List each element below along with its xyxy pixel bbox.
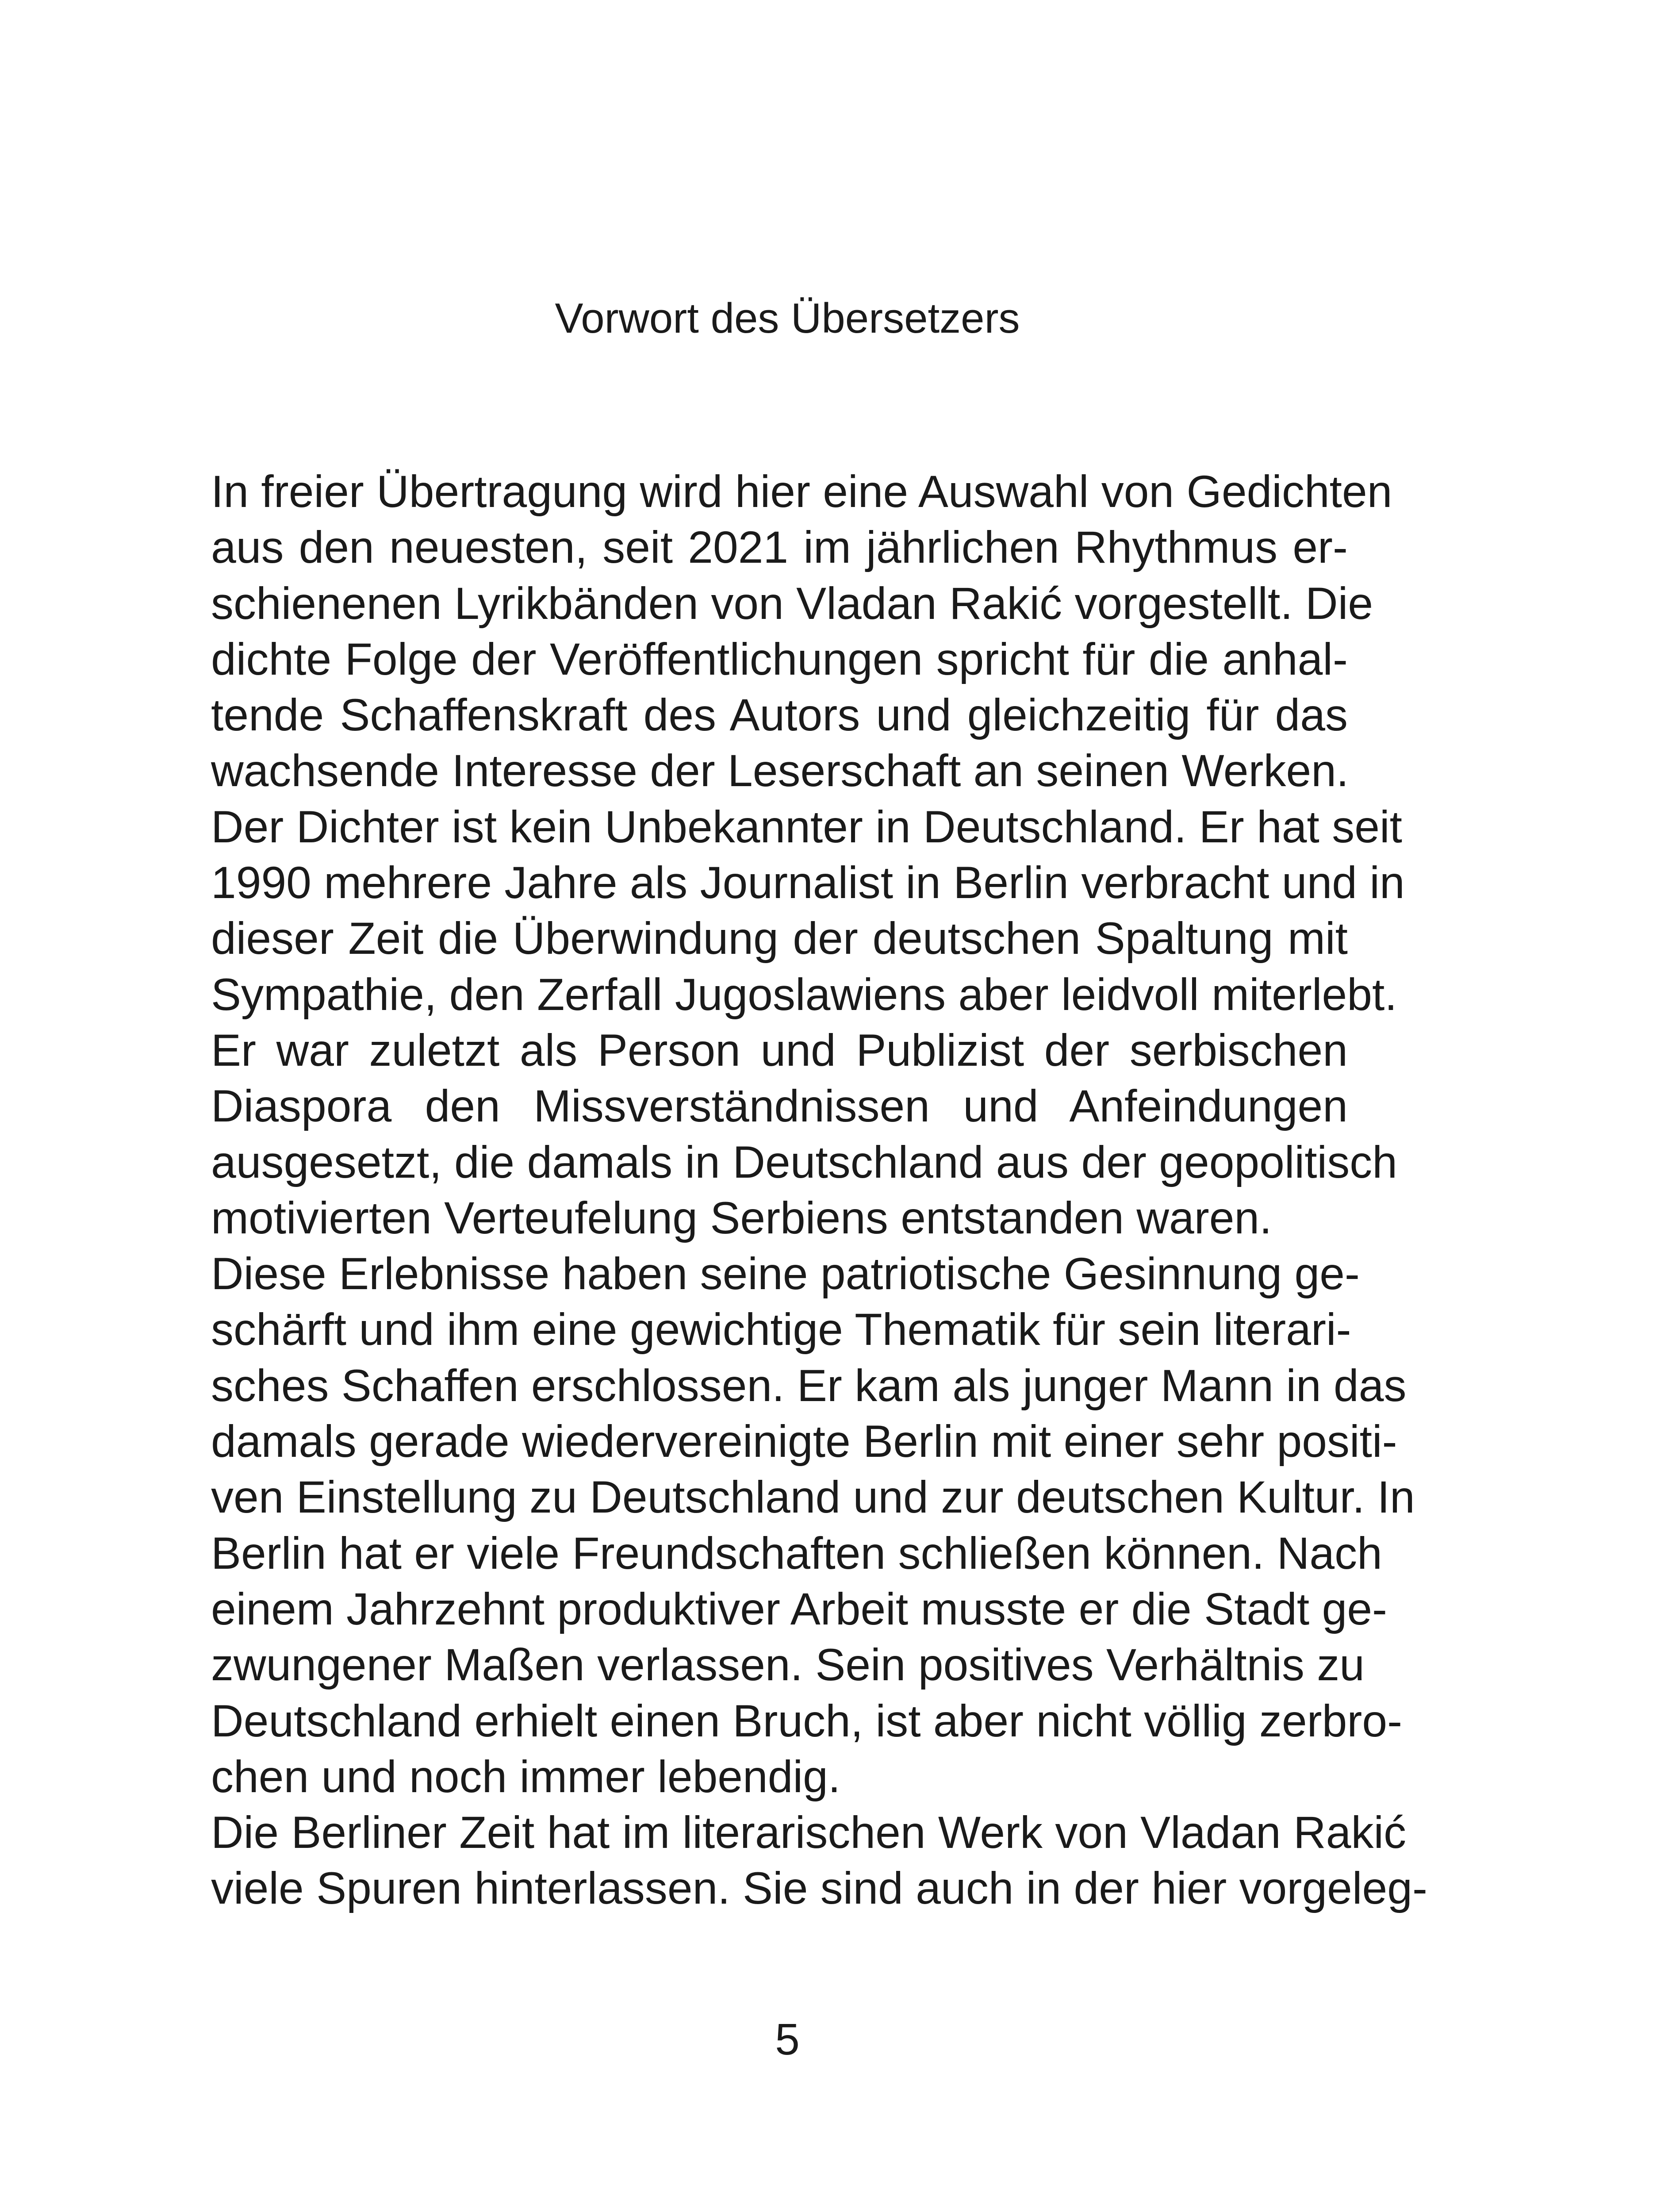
text-line: tende Schaffenskraft des Autors und gleichzeitig für das (211, 690, 1348, 741)
text-line: sches Schaffen erschlossen. Er kam als junger Mann in das (211, 1360, 1407, 1411)
body-text (211, 464, 1427, 1916)
text-line: Der Dichter ist kein Unbekannter in Deutschland. Er hat seit (211, 801, 1402, 852)
text-line: motivierten Verteufelung Serbiens entstanden waren. (211, 1192, 1272, 1243)
text-line: damals gerade wiedervereinigte Berlin mit einer sehr positi- (211, 1416, 1397, 1467)
text-line: Die Berliner Zeit hat im literarischen Werk von Vladan Rakić (211, 1807, 1407, 1858)
text-line: dieser Zeit die Überwindung der deutschen Spaltung mit (211, 913, 1348, 964)
text-line: ausgesetzt, die damals in Deutschland aus der geopolitisch (211, 1137, 1397, 1187)
text-line: In freier Übertragung wird hier eine Auswahl von Gedichten (211, 466, 1392, 517)
text-line: Berlin hat er viele Freundschaften schließen können. Nach (211, 1528, 1382, 1578)
text-line: dichte Folge der Veröffentlichungen spricht für die anhal- (211, 634, 1348, 684)
text-line: Er war zuletzt als Person und Publizist der serbischen (211, 1025, 1348, 1075)
text-line: Diaspora den Missverständnissen und Anfeindungen (211, 1081, 1348, 1132)
text-line: einem Jahrzehnt produktiver Arbeit musste er die Stadt ge- (211, 1583, 1388, 1634)
text-line: 1990 mehrere Jahre als Journalist in Berlin verbracht und in (211, 857, 1405, 908)
text-line: Deutschland erhielt einen Bruch, ist aber nicht völlig zerbro- (211, 1695, 1403, 1746)
text-line: wachsende Interesse der Leserschaft an seinen Werken. (211, 745, 1349, 796)
page-title: Vorwort des Übersetzers (555, 295, 1020, 342)
page-number: 5 (775, 2015, 800, 2064)
text-line: viele Spuren hinterlassen. Sie sind auch in der hier vorgeleg- (211, 1863, 1427, 1914)
text-line: Diese Erlebnisse haben seine patriotische Gesinnung ge- (211, 1248, 1360, 1299)
text-line: ven Einstellung zu Deutschland und zur deutschen Kultur. In (211, 1472, 1415, 1523)
text-line: aus den neuesten, seit 2021 im jährlichen Rhythmus er- (211, 522, 1348, 573)
text-line: schienenen Lyrikbänden von Vladan Rakić vorgestellt. Die (211, 578, 1373, 629)
text-line: zwungener Maßen verlassen. Sein positives Verhältnis zu (211, 1640, 1365, 1690)
text-line: schärft und ihm eine gewichtige Thematik für sein literari- (211, 1304, 1351, 1355)
text-line: Sympathie, den Zerfall Jugoslawiens aber leidvoll miterlebt. (211, 969, 1397, 1020)
text-line: chen und noch immer lebendig. (211, 1751, 841, 1802)
